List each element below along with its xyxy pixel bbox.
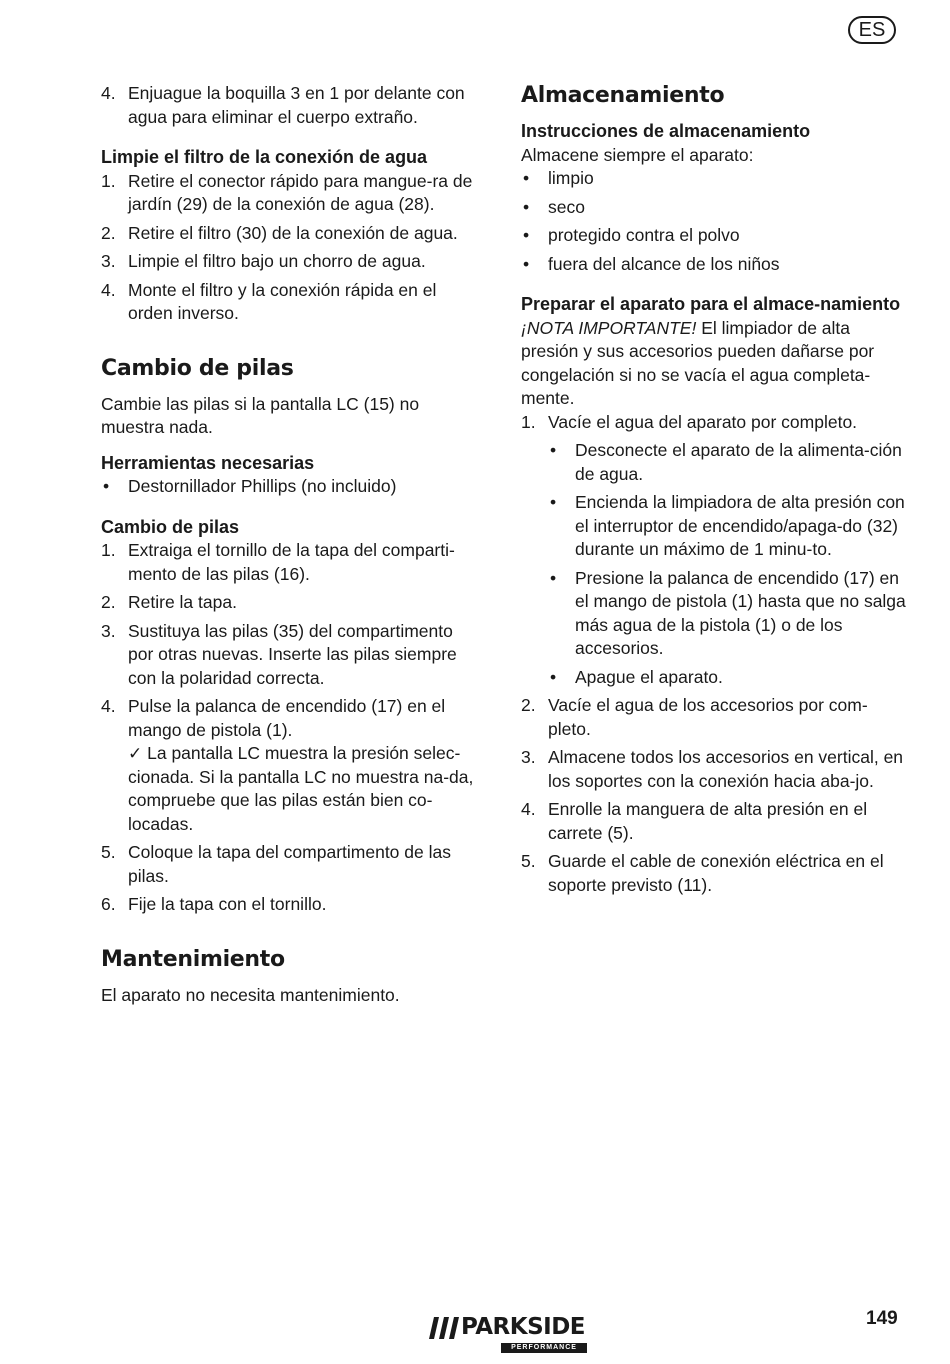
list-item — [101, 170, 481, 217]
step-text: Guarde el cable de conexión eléctrica en el soporte previsto (11). — [548, 851, 884, 895]
step-text: Enrolle la manguera de alta presión en el carrete (5). — [548, 799, 868, 843]
tools-list — [101, 475, 481, 499]
list-item — [521, 224, 906, 248]
list-item — [101, 620, 481, 691]
step-result: La pantalla LC muestra la presión selec-cionada. Si la pantalla LC no muestra na-da, compruebe que las pilas están bien co-locadas. — [128, 743, 474, 834]
list-item — [521, 746, 906, 793]
step-text: Vacíe el agua de los accesorios por com-pleto. — [548, 695, 868, 739]
step-text: Almacene todos los accesorios en vertical, en los soportes con la conexión hacia aba-jo. — [548, 747, 904, 791]
list-item — [101, 82, 481, 129]
bullet: • — [523, 196, 530, 217]
list-item — [101, 279, 481, 326]
step-number: 5. — [101, 842, 116, 862]
bullet: • — [550, 440, 557, 460]
step-text: Retire el conector rápido para mangue-ra de jardín (29) de la conexión de agua (28). — [128, 170, 473, 214]
list-item — [548, 439, 906, 486]
brand-subline: PERFORMANCE — [501, 1343, 587, 1353]
list-item — [521, 196, 906, 220]
page-number: 149 — [866, 1308, 898, 1329]
list-item — [521, 253, 906, 277]
list-item — [101, 539, 481, 586]
step-text: Limpie el filtro bajo un chorro de agua. — [128, 251, 426, 271]
list-item — [101, 591, 481, 615]
list-item — [101, 475, 481, 499]
prepare-storage-heading: Preparar el aparato para el almace-namiento — [521, 294, 901, 314]
bullet: • — [523, 168, 530, 188]
battery-change-heading: Cambio de pilas — [101, 516, 240, 537]
item-text: Destornillador Phillips (no incluido) — [128, 476, 397, 496]
step-text: Retire la tapa. — [128, 592, 237, 612]
step-number: 4. — [101, 279, 116, 300]
list-item — [548, 491, 906, 562]
left-column — [101, 82, 481, 1007]
important-note — [521, 317, 906, 411]
prepare-step-list — [521, 411, 906, 898]
bullet: • — [550, 567, 557, 588]
list-item — [521, 850, 906, 897]
bullet: • — [550, 666, 557, 687]
list-item — [521, 798, 906, 845]
step-number: 5. — [521, 851, 536, 871]
filter-heading: Limpie el filtro de la conexión de agua — [101, 147, 428, 167]
list-item — [101, 695, 481, 836]
list-item — [101, 250, 481, 274]
logo-stripes-icon — [429, 1317, 459, 1339]
step-text: Sustituya las pilas (35) del compartimento por otras nuevas. Inserte las pilas siempre con la polaridad correcta. — [128, 620, 457, 688]
bullet: • — [103, 476, 110, 496]
tools-heading: Herramientas necesarias — [101, 452, 315, 473]
parkside-logo — [429, 1313, 589, 1355]
step-text: Enjuague la boquilla 3 en 1 por delante con agua para eliminar el cuerpo extraño. — [128, 83, 465, 127]
bullet: • — [550, 492, 557, 512]
item-text: seco — [548, 196, 585, 217]
item-text: protegido contra el polvo — [548, 225, 740, 245]
step-number: 2. — [521, 695, 536, 715]
step-text: Vacíe el agua del aparato por completo. — [548, 411, 858, 432]
rinse-step-list — [101, 82, 481, 129]
step-text: Coloque la tapa del compartimento de las pilas. — [128, 842, 451, 886]
list-item — [101, 841, 481, 888]
step-number: 4. — [101, 83, 116, 103]
step-number: 1. — [521, 411, 536, 432]
note-label: ¡NOTA IMPORTANTE! — [521, 317, 697, 338]
storage-conditions-list — [521, 167, 906, 276]
step-number: 2. — [101, 222, 116, 243]
step-text: Extraiga el tornillo de la tapa del comparti-mento de las pilas (16). — [128, 540, 455, 584]
batteries-intro: Cambie las pilas si la pantalla LC (15) no muestra nada. — [101, 393, 420, 437]
step-number: 6. — [101, 894, 116, 914]
filter-step-list — [101, 170, 481, 326]
step-number: 3. — [521, 747, 536, 767]
batteries-section-title: Cambio de pilas — [101, 355, 294, 381]
step-number: 1. — [101, 540, 116, 560]
brand-name: PARKSIDE — [461, 1314, 586, 1340]
list-item — [521, 694, 906, 741]
item-text: Encienda la limpiadora de alta presión con el interruptor de encendido/apaga-do (32) durante un máximo de 1 minu-to. — [575, 492, 905, 559]
list-item — [101, 893, 481, 917]
step-text: Retire el filtro (30) de la conexión de agua. — [128, 222, 458, 243]
item-text: limpio — [548, 168, 594, 188]
check-icon: ✓ — [128, 744, 143, 763]
step-number: 4. — [101, 696, 116, 716]
item-text: fuera del alcance de los niños — [548, 253, 780, 274]
list-item — [521, 167, 906, 191]
language-badge: ES — [848, 16, 896, 44]
bullet: • — [523, 225, 530, 245]
step-text: Pulse la palanca de encendido (17) en el mango de pistola (1). — [128, 696, 446, 740]
item-text: Apague el aparato. — [575, 666, 723, 687]
step-text: Monte el filtro y la conexión rápida en el orden inverso. — [128, 279, 437, 323]
step-number: 3. — [101, 620, 116, 641]
item-text: Desconecte el aparato de la alimenta-ción de agua. — [575, 440, 902, 484]
bullet: • — [523, 253, 530, 274]
battery-change-list — [101, 539, 481, 917]
storage-instructions-heading: Instrucciones de almacenamiento — [521, 121, 811, 141]
note-text: El limpiador de alta presión y sus accesorios pueden dañarse por congelación si no se vacía el agua completa-mente. — [521, 317, 875, 408]
right-column — [521, 82, 906, 902]
maintenance-text: El aparato no necesita mantenimiento. — [101, 984, 400, 1005]
step-number: 4. — [521, 799, 536, 819]
list-item — [548, 567, 906, 661]
item-text: Presione la palanca de encendido (17) en el mango de pistola (1) hasta que no salga más agua de la pistola (1) o de los accesorios. — [575, 567, 906, 658]
step-text: Fije la tapa con el tornillo. — [128, 894, 327, 914]
storage-section-title: Almacenamiento — [521, 83, 725, 108]
step-number: 3. — [101, 251, 116, 271]
step-number: 1. — [101, 170, 116, 191]
step-number: 2. — [101, 592, 116, 612]
list-item — [521, 411, 906, 690]
list-item — [101, 222, 481, 246]
list-item — [548, 666, 906, 690]
storage-instructions-intro: Almacene siempre el aparato: — [521, 144, 754, 165]
drain-substeps-list — [548, 439, 906, 689]
maintenance-section-title: Mantenimiento — [101, 946, 285, 972]
